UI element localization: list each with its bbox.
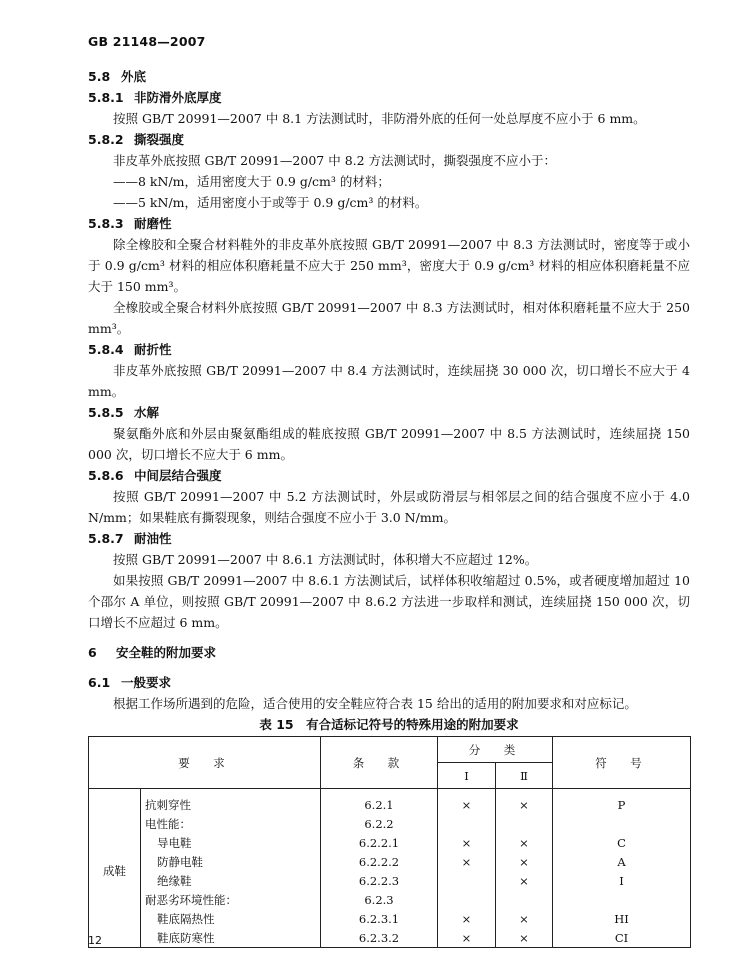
section-title: 非防滑外底厚度 (134, 90, 222, 105)
standard-number-header: GB 21148—2007 (88, 34, 206, 49)
clause-cell: 6.2.2.1 (321, 833, 438, 852)
requirement-cell: 绝缘鞋 (157, 873, 192, 888)
section-title: 耐磨性 (134, 216, 172, 231)
document-body (88, 66, 690, 948)
table-row (89, 852, 691, 871)
section-title: 安全鞋的附加要求 (116, 645, 217, 660)
clause-cell: 6.2.3.1 (321, 909, 438, 928)
section-title: 中间层结合强度 (134, 468, 222, 483)
category-2-cell: × (496, 789, 553, 815)
symbol-cell: C (553, 833, 691, 852)
section-title: 耐折性 (134, 342, 172, 357)
section-list (88, 66, 690, 633)
requirement-cell: 电性能： (145, 816, 191, 831)
symbol-cell: CI (553, 928, 691, 948)
spacer (88, 633, 690, 642)
paragraph: 非皮革外底按照 GB/T 20991—2007 中 8.4 方法测试时，连续屈挠 30 000 次，切口增长不应大于 4 mm。 (88, 363, 690, 399)
table-row (89, 833, 691, 852)
clause-cell: 6.2.2 (321, 814, 438, 833)
paragraph: 全橡胶或全聚合材料外底按照 GB/T 20991—2007 中 8.3 方法测试时，相对体积磨耗量不应大于 250 mm³。 (88, 300, 690, 336)
clause-cell: 6.2.2.2 (321, 852, 438, 871)
section-heading (88, 213, 690, 234)
paragraph: 按照 GB/T 20991—2007 中 5.2 方法测试时，外层或防滑层与相邻层之间的结合强度不应小于 4.0 N/mm；如果鞋底有撕裂现象，则结合强度不应小于 3.0 N/mm。 (88, 489, 690, 525)
section-heading (88, 87, 690, 108)
paragraph: 聚氨酯外底和外层由聚氨酯组成的鞋底按照 GB/T 20991—2007 中 8.5 方法测试时，连续屈挠 150 000 次，切口增长不应大于 6 mm。 (88, 426, 690, 462)
paragraph: 除全橡胶和全聚合材料鞋外的非皮革外底按照 GB/T 20991—2007 中 8.3 方法测试时，密度等于或小于 0.9 g/cm³ 材料的相应体积磨耗量不应大于 250 mm³，密度大于 0.9 g/cm³ 材料的相应体积磨耗量不应大于 150 mm³。 (88, 237, 690, 294)
section-number: 6 (88, 645, 97, 660)
header-requirement: 要 求 (89, 737, 321, 789)
paragraph: 按照 GB/T 20991—2007 中 8.1 方法测试时，非防滑外底的任何一处总厚度不应小于 6 mm。 (113, 111, 646, 126)
requirement-cell: 导电鞋 (157, 835, 192, 850)
section-number: 5.8.1 (88, 90, 124, 105)
section-number: 5.8 (88, 69, 111, 84)
requirement-cell: 防静电鞋 (157, 854, 203, 869)
category-1-cell (438, 890, 496, 909)
section-6-heading (88, 642, 690, 663)
symbol-cell: P (553, 789, 691, 815)
table-row (89, 814, 691, 833)
section-title: 一般要求 (121, 675, 172, 690)
header-symbol: 符 号 (553, 737, 691, 789)
table-caption: 表 15 有合适标记符号的特殊用途的附加要求 (259, 717, 519, 732)
header-clause: 条 款 (321, 737, 438, 789)
section-heading (88, 129, 690, 150)
header-category: 分 类 (438, 737, 553, 763)
table-row (89, 890, 691, 909)
section-heading (88, 528, 690, 549)
section-number: 5.8.2 (88, 132, 124, 147)
table-row (89, 928, 691, 948)
clause-cell: 6.2.3 (321, 890, 438, 909)
category-2-cell: × (496, 928, 553, 948)
category-1-cell: × (438, 928, 496, 948)
list-item: ——5 kN/m，适用密度小于或等于 0.9 g/cm³ 的材料。 (113, 195, 428, 210)
paragraph: 按照 GB/T 20991—2007 中 8.6.1 方法测试时，体积增大不应超过 12%。 (113, 552, 538, 567)
category-1-cell: × (438, 852, 496, 871)
category-1-cell: × (438, 789, 496, 815)
section-number: 5.8.6 (88, 468, 124, 483)
section-heading (88, 465, 690, 486)
group-label: 成鞋 (89, 789, 141, 948)
paragraph: 如果按照 GB/T 20991—2007 中 8.6.1 方法测试后，试样体积收缩超过 0.5%，或者硬度增加超过 10 个邵尔 A 单位，则按照 GB/T 20991—2007 中 8.6.2 方法进一步取样和测试，连续屈挠 150 000 次，切口增长不应超过 6 mm。 (88, 573, 690, 630)
section-6-1-heading (88, 672, 690, 693)
header-category-2: Ⅱ (496, 763, 553, 789)
symbol-cell (553, 814, 691, 833)
section-number: 5.8.5 (88, 405, 124, 420)
section-heading (88, 66, 690, 87)
requirement-cell: 耐恶劣环境性能： (145, 892, 237, 907)
paragraph: 根据工作场所遇到的危险，适合使用的安全鞋应符合表 15 给出的适用的附加要求和对应标记。 (113, 696, 637, 711)
clause-cell: 6.2.2.3 (321, 871, 438, 890)
category-2-cell: × (496, 852, 553, 871)
section-number: 5.8.7 (88, 531, 124, 546)
clause-cell: 6.2.3.2 (321, 928, 438, 948)
symbol-cell: HI (553, 909, 691, 928)
symbol-cell: I (553, 871, 691, 890)
section-heading (88, 402, 690, 423)
table-row (89, 789, 691, 815)
requirement-cell: 抗刺穿性 (145, 797, 191, 812)
category-1-cell: × (438, 909, 496, 928)
list-item: ——8 kN/m，适用密度大于 0.9 g/cm³ 的材料； (113, 174, 390, 189)
table-row (89, 871, 691, 890)
requirement-cell: 鞋底隔热性 (157, 911, 215, 926)
symbol-cell (553, 890, 691, 909)
section-number: 5.8.3 (88, 216, 124, 231)
category-1-cell (438, 871, 496, 890)
section-title: 外底 (121, 69, 147, 84)
paragraph: 非皮革外底按照 GB/T 20991—2007 中 8.2 方法测试时，撕裂强度不应小于： (113, 153, 557, 168)
clause-cell: 6.2.1 (321, 789, 438, 815)
requirements-table (88, 736, 691, 948)
symbol-cell: A (553, 852, 691, 871)
section-title: 耐油性 (134, 531, 172, 546)
section-title: 水解 (134, 405, 160, 420)
table-header-row (89, 737, 691, 763)
table-body (89, 789, 691, 948)
spacer (88, 663, 690, 672)
category-1-cell: × (438, 833, 496, 852)
category-2-cell: × (496, 909, 553, 928)
category-1-cell (438, 814, 496, 833)
requirement-cell: 鞋底防寒性 (157, 930, 215, 945)
section-heading (88, 339, 690, 360)
category-2-cell: × (496, 871, 553, 890)
category-2-cell (496, 814, 553, 833)
section-title: 撕裂强度 (134, 132, 185, 147)
page-number: 12 (88, 934, 102, 947)
header-category-1: Ⅰ (438, 763, 496, 789)
table-row (89, 909, 691, 928)
category-2-cell: × (496, 833, 553, 852)
category-2-cell (496, 890, 553, 909)
section-number: 6.1 (88, 675, 111, 690)
section-number: 5.8.4 (88, 342, 124, 357)
